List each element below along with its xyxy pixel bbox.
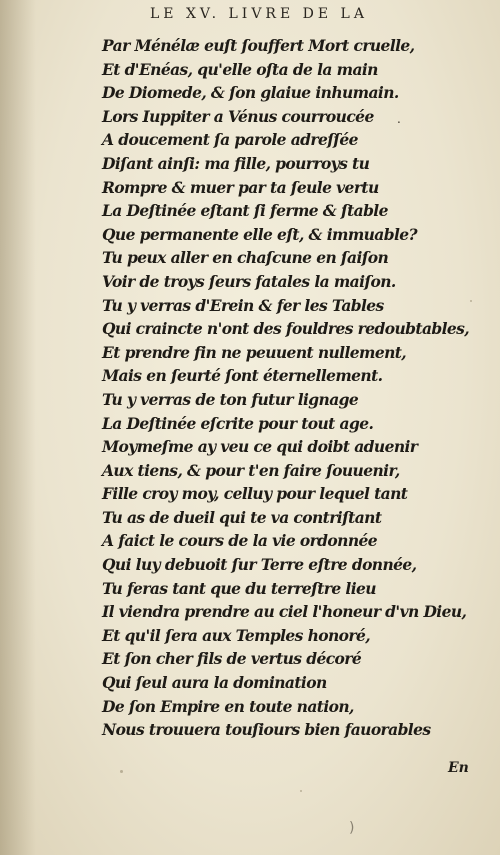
verse-line: A doucement ſa parole adreſſée bbox=[102, 130, 358, 150]
verse-line: Et d'Enéas, qu'elle oſta de la main bbox=[102, 59, 378, 79]
margin-mark: . bbox=[397, 112, 401, 126]
verse-line: Aux tiens, & pour t'en faire ſouuenir, bbox=[102, 460, 400, 480]
verse-line: Et ſon cher fils de vertus décoré bbox=[102, 649, 362, 669]
verse-line: A faict le cours de la vie ordonnée bbox=[102, 531, 378, 551]
verse-line: Qui craincte n'ont des fouldres redoubtables, bbox=[102, 319, 470, 339]
verse-line: Et qu'il ſera aux Temples honoré, bbox=[102, 625, 371, 645]
catchword: En bbox=[448, 760, 469, 776]
verse-line: Voir de troys ſeurs fatales la maiſon. bbox=[102, 271, 396, 291]
verse-line: La Deſtinée eſcrite pour tout age. bbox=[102, 413, 374, 433]
verse-line: Par Ménélæ euſt ſouffert Mort cruelle, bbox=[102, 36, 415, 55]
gutter-shadow bbox=[0, 0, 36, 855]
margin-mark: ) bbox=[349, 820, 355, 836]
verse-line: Rompre & muer par ta ſeule vertu bbox=[102, 177, 379, 197]
verse-line: Tu feras tant que du terreſtre lieu bbox=[102, 578, 376, 598]
verse-line: Et prendre fin ne peuuent nullement, bbox=[102, 342, 407, 362]
verse-line: Diſant ainſi: ma fille, pourroys tu bbox=[102, 153, 370, 173]
verse-line: La Deſtinée eſtant ſi ferme & ſtable bbox=[102, 201, 388, 221]
verse-line: Que permanente elle eſt, & immuable? bbox=[102, 224, 417, 244]
verse-line: Qui ſeul aura la domination bbox=[102, 673, 327, 693]
paper-speck bbox=[300, 790, 302, 792]
verse-line: Moymeſme ay veu ce qui doibt aduenir bbox=[102, 437, 418, 457]
verse-block bbox=[102, 34, 482, 742]
verse-line: De ſon Empire en toute nation, bbox=[102, 696, 354, 716]
paper-speck bbox=[120, 770, 123, 773]
verse-line: De Diomede, & ſon glaiue inhumain. bbox=[102, 83, 399, 103]
paper-speck bbox=[470, 300, 472, 302]
verse-line: Il viendra prendre au ciel l'honeur d'vn Dieu, bbox=[102, 602, 467, 622]
verse-line: Tu as de dueil qui te va contriſtant bbox=[102, 507, 382, 527]
verse-line: Fille croy moy, celluy pour lequel tant bbox=[102, 484, 408, 504]
running-head: LE XV. LIVRE DE LA bbox=[150, 6, 368, 22]
verse-line: Tu y verras d'Erein & fer les Tables bbox=[102, 295, 384, 315]
verse-line: Nous trouuera touſiours bien fauorables bbox=[102, 720, 431, 740]
verse-line: Mais en ſeurté ſont éternellement. bbox=[102, 366, 383, 386]
verse-line: Qui luy debuoit ſur Terre eſtre donnée, bbox=[102, 555, 417, 575]
verse-line: Tu y verras de ton futur lignage bbox=[102, 389, 359, 409]
verse-line: Lors Iuppiter a Vénus courroucée bbox=[102, 106, 374, 126]
verse-line: Tu peux aller en chaſcune en ſaiſon bbox=[102, 248, 389, 268]
